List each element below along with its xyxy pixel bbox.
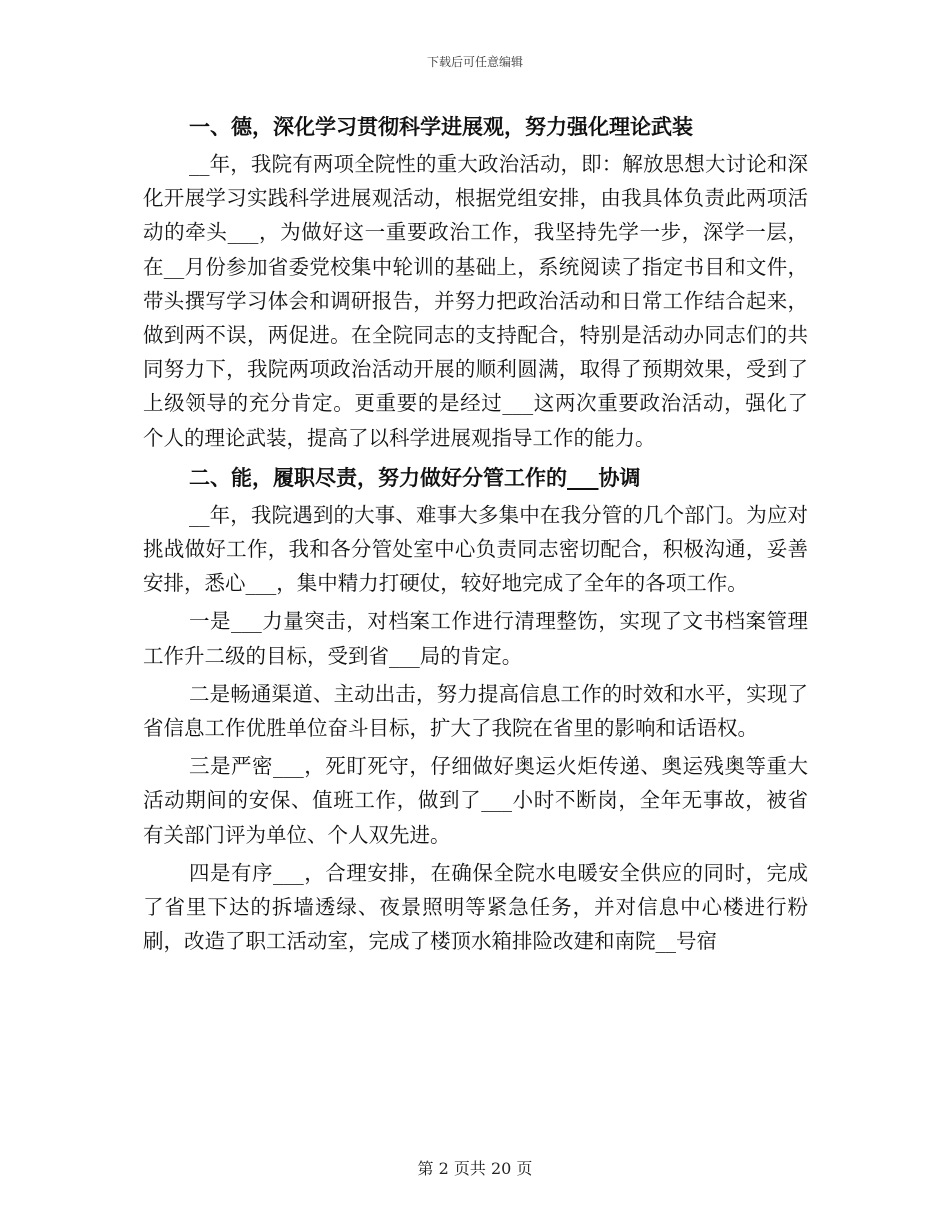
section-2-paragraph-item-4: 四是有序___，合理安排，在确保全院水电暖安全供应的同时，完成了省里下达的拆墙透绿、夜景照明等紧急任务，并对信息中心楼进行粉刷，改造了职工活动室，完成了楼顶水箱排险改建和南院__号宿	[143, 860, 808, 954]
section-heading-2: 二、能，履职尽责，努力做好分管工作的___协调	[189, 464, 641, 490]
section-2-paragraph-item-3: 三是严密___，死盯死守，仔细做好奥运火炬传递、奥运残奥等重大活动期间的安保、值班工作，做到了___小时不断岗，全年无事故，被省有关部门评为单位、个人双先进。	[143, 754, 808, 847]
section-1-paragraph: __年，我院有两项全院性的重大政治活动，即：解放思想大讨论和深化开展学习实践科学进展观活动，根据党组安排，由我具体负责此两项活动的牵头___，为做好这一重要政治工作，我坚持先学一步，深学一层，在__月份参加省委党校集中轮训的基础上，系统阅读了指定书目和文件，带头撰写学习体会和调研报告，并努力把政治活动和日常工作结合起来，做到两不误，两促进。在全院同志的支持配合，特别是活动办同志们的共同努力下，我院两项政治活动开展的顺利圆满，取得了预期效果，受到了上级领导的充分肯定。更重要的是经过___这两次重要政治活动，强化了个人的理论武装，提高了以科学进展观指导工作的能力。	[143, 152, 808, 450]
document-body	[143, 108, 808, 962]
section-2-paragraph-item-2: 二是畅通渠道、主动出击，努力提高信息工作的时效和水平，实现了省信息工作优胜单位奋斗目标，扩大了我院在省里的影响和话语权。	[143, 681, 808, 741]
section-heading-1: 一、德，深化学习贯彻科学进展观，努力强化理论武装	[189, 114, 693, 139]
page-number: 第 2 页共 20 页	[417, 1159, 533, 1178]
section-2-paragraph-intro: __年，我院遇到的大事、难事大多集中在我分管的几个部门。为应对挑战做好工作，我和各分管处室中心负责同志密切配合，积极沟通，妥善安排，悉心___，集中精力打硬仗，较好地完成了全年的各项工作。	[143, 502, 808, 596]
section-2-paragraph-item-1: 一是___力量突击，对档案工作进行清理整饬，实现了文书档案管理工作升二级的目标，受到省___局的肯定。	[143, 609, 808, 668]
page-header-note: 下载后可任意编辑	[426, 55, 523, 69]
